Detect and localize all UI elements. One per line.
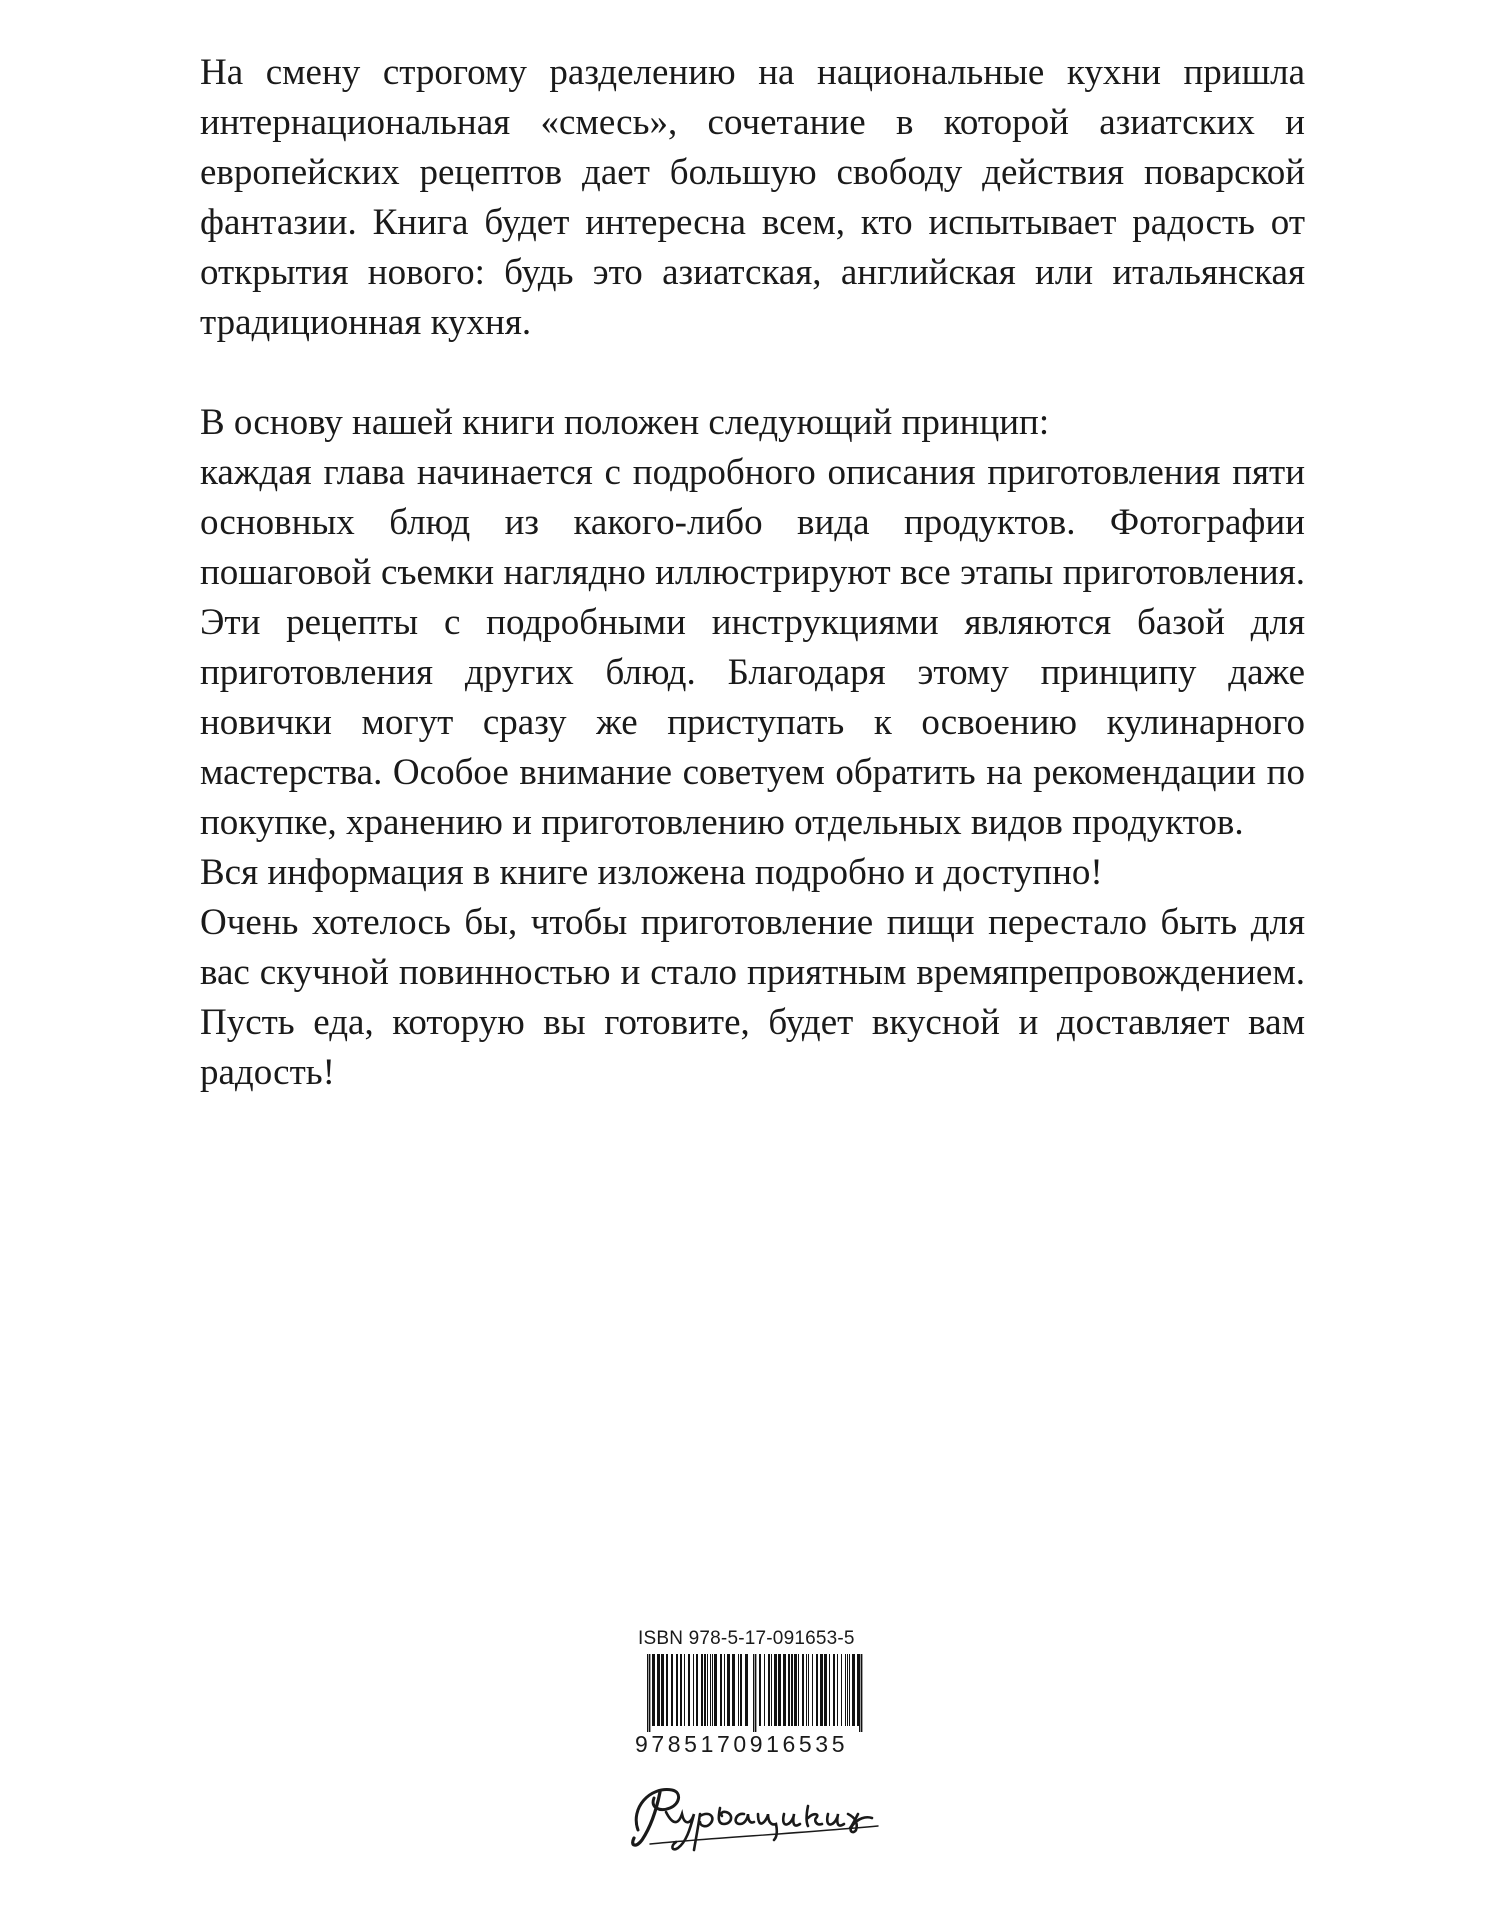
barcode-bar [771,1654,772,1726]
barcode-bar [680,1654,682,1726]
barcode-bar [671,1654,673,1726]
barcode-bar [738,1654,739,1726]
barcode-digits: 9785170916535 [635,1731,849,1757]
barcode-bar [778,1654,781,1726]
barcode-bar [847,1654,848,1726]
barcode-bar [759,1654,761,1726]
isbn-block [635,1628,875,1756]
barcode-bar [684,1654,685,1726]
paragraph-principle-body: каждая глава начинается с подробного описания приготовления пяти основных блюд из какого-либо вида продуктов. Фотографии пошаговой съемки наглядно иллюстрируют все этапы приготовления. Эти рецепты с подробными инструкциями являются базой для приготовления других блюд. Благодаря этому принципу даже новички могут сразу же приступать к освоению кулинарного мастерства. Особое внимание советуем обратить на рекомендации по покупке, хранению и приготовлению отдельных видов продуктов. [200,452,1305,843]
barcode-bar [774,1654,777,1726]
barcode-bar [657,1654,660,1726]
barcode-bar [788,1654,790,1726]
barcode-bar [841,1654,842,1726]
isbn-label: ISBN 978-5-17-091653-5 [638,1628,855,1649]
paragraph-info: Вся информация в книге изложена подробно и доступно! [200,852,1103,893]
barcode-bar [806,1654,807,1726]
paragraph-closing: Очень хотелось бы, чтобы приготовление пищи перестало быть для вас скучной повинностью и стало приятным времяпрепровождением. Пусть еда, которую вы готовите, будет вкусной и доставляет вам радость! [200,902,1305,1093]
barcode-bar [783,1654,786,1726]
publisher-logo [620,1768,900,1858]
barcode-bar [666,1654,668,1726]
barcode-bar [720,1654,722,1726]
barcode-guard-bar [859,1654,860,1732]
barcode-bar [794,1654,797,1726]
barcode-bar [712,1654,713,1726]
barcode-bar [802,1654,804,1726]
barcode-bar [798,1654,799,1726]
annotation-text [200,48,1305,1098]
barcode-bar [652,1654,655,1726]
barcode-bar [829,1654,830,1726]
barcode-bar [845,1654,846,1726]
barcode [635,1654,875,1756]
barcode-bar [857,1654,859,1726]
barcode-bar [688,1654,690,1726]
barcode-bar [849,1654,850,1726]
barcode-bar [833,1654,835,1726]
barcode-guard-bar [861,1654,862,1732]
barcode-guard-bar [753,1654,754,1732]
barcode-bar [693,1654,694,1726]
barcode-bar [768,1654,770,1726]
barcode-bar [724,1654,725,1726]
barcode-bar [812,1654,813,1726]
barcode-bar [732,1654,735,1726]
publisher-logo-script [620,1768,900,1858]
barcode-bar [808,1654,809,1726]
barcode-bar [764,1654,765,1726]
barcode-bar [704,1654,706,1726]
barcode-bar [676,1654,678,1726]
barcode-bar [714,1654,717,1726]
paragraph-spacer [200,348,1305,398]
barcode-bar [852,1654,855,1726]
paragraph-principle-heading: В основу нашей книги положен следующий принцип: [200,402,1050,443]
barcode-bar [701,1654,703,1726]
barcode-bar [745,1654,748,1726]
paragraph-intro: На смену строгому разделению на национальные кухни пришла интернациональная «смесь», сочетание в которой азиатских и европейских рецептов дает большую свободу действия поварской фантазии. Книга будет интересна всем, кто испытывает радость от открытия нового: будь это азиатская, английская или итальянская традиционная кухня. [200,52,1305,343]
barcode-guard-bar [649,1654,650,1732]
barcode-bar [740,1654,742,1726]
barcode-bar [707,1654,708,1726]
barcode-bar [710,1654,711,1726]
barcode-bar [816,1654,818,1726]
barcode-bar [661,1654,664,1726]
barcode-bar [837,1654,838,1726]
barcode-bar [791,1654,793,1726]
barcode-guard-bar [647,1654,648,1732]
barcode-bar [696,1654,698,1726]
barcode-bar [820,1654,823,1726]
barcode-bar [824,1654,827,1726]
barcode-bars [635,1654,875,1732]
barcode-guard-bar [755,1654,756,1732]
barcode-bar [727,1654,730,1726]
